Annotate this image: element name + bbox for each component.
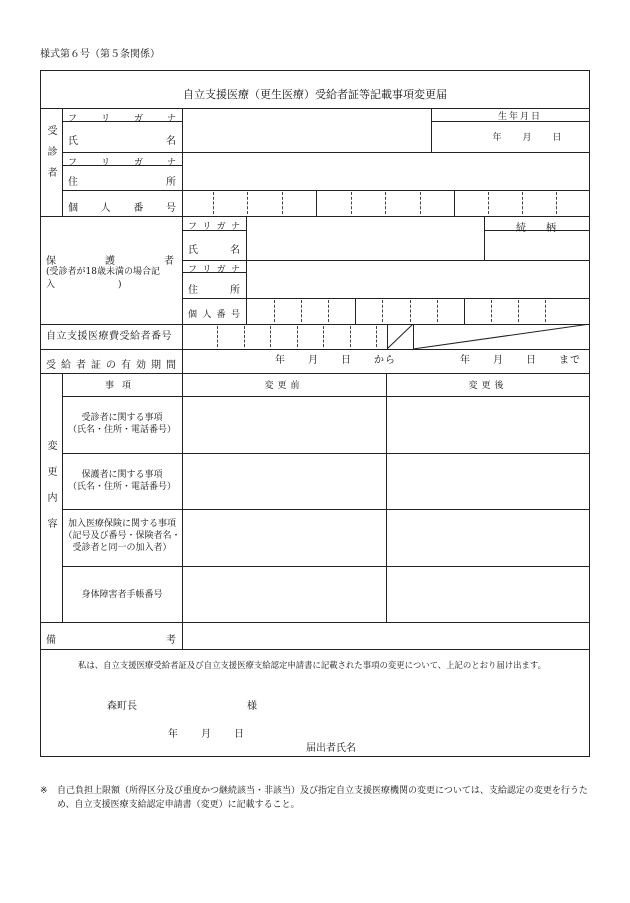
birth-date-label: 生年月日 [497, 112, 542, 122]
declaration-text: 私は、自立支援医療受給者証及び自立支援医療支給認定申請書に記載された事項の変更について、上記のとおり届け出ます。 [78, 660, 546, 670]
guardian-note: (受診者が18歳未満の場合記入 ) [46, 267, 160, 290]
form-title: 自立支援医療（更生医療）受給者証等記載事項変更届 [183, 88, 447, 101]
footnote-text: 自己負担上限額（所得区分及び重度かつ継続該当・非該当）及び指定自立支援医療機関の変更については、支給認定の変更を行うため、自立支援医療支給認定申請書（変更）に記載すること。 [57, 786, 588, 810]
validity-label: 受 給 者 証 の 有 効 期 間 [46, 360, 176, 371]
addressee: 森町長 [107, 701, 137, 712]
patient-id-number-label: 個 人 番 号 [68, 203, 176, 214]
birth-date-format: 年 月 日 [492, 133, 568, 143]
footnote-mark: ※ [40, 786, 48, 796]
changes-section-label: 変更内容 [45, 440, 56, 544]
guardian-address-label: 住 所 [188, 285, 240, 296]
patient-section-label: 受診者 [45, 125, 56, 188]
validity-to: 年 月 日 まで [460, 355, 581, 366]
form-number: 様式第６号（第５条関係） [40, 49, 160, 60]
patient-furigana2-label: フ リ ガ ナ [68, 158, 176, 168]
col-after-header: 変更後 [468, 381, 508, 391]
guardian-relation-label: 続 柄 [516, 223, 556, 234]
guardian-id-number-label: 個 人 番 号 [188, 310, 240, 320]
date-line: 年 月 日 [168, 729, 245, 740]
change-row-guardian: 保護者に関する事項 （氏名・住所・電話番号） [67, 470, 176, 493]
patient-address-label: 住 所 [68, 177, 176, 188]
col-before-header: 変更前 [264, 381, 304, 391]
patient-furigana-label: フ リ ガ ナ [68, 114, 176, 124]
honorific: 様 [247, 701, 257, 712]
submitter-label: 届出者氏名 [306, 743, 356, 754]
validity-from: 年 月 日 から [275, 355, 396, 366]
change-row-patient: 受診者に関する事項 （氏名・住所・電話番号） [67, 413, 176, 436]
patient-name-label: 氏 名 [68, 136, 176, 147]
guardian-furigana2-label: フ リ ガ ナ [188, 265, 240, 275]
guardian-label: 保 護 者 [46, 256, 174, 267]
change-row-handbook: 身体障害者手帳番号 [81, 590, 163, 600]
col-item-header: 事項 [104, 381, 139, 391]
guardian-name-label: 氏 名 [188, 245, 240, 256]
recipient-number-diagonals [387, 324, 590, 350]
remarks-label: 備 考 [46, 635, 176, 646]
recipient-number-label: 自立支援医療費受給者番号 [46, 331, 172, 342]
guardian-furigana-label: フ リ ガ ナ [188, 222, 240, 232]
change-row-insurance: 加入医療保険に関する事項 （記号及び番号・保険者名・ 受診者と同一の加入者） [63, 519, 181, 554]
